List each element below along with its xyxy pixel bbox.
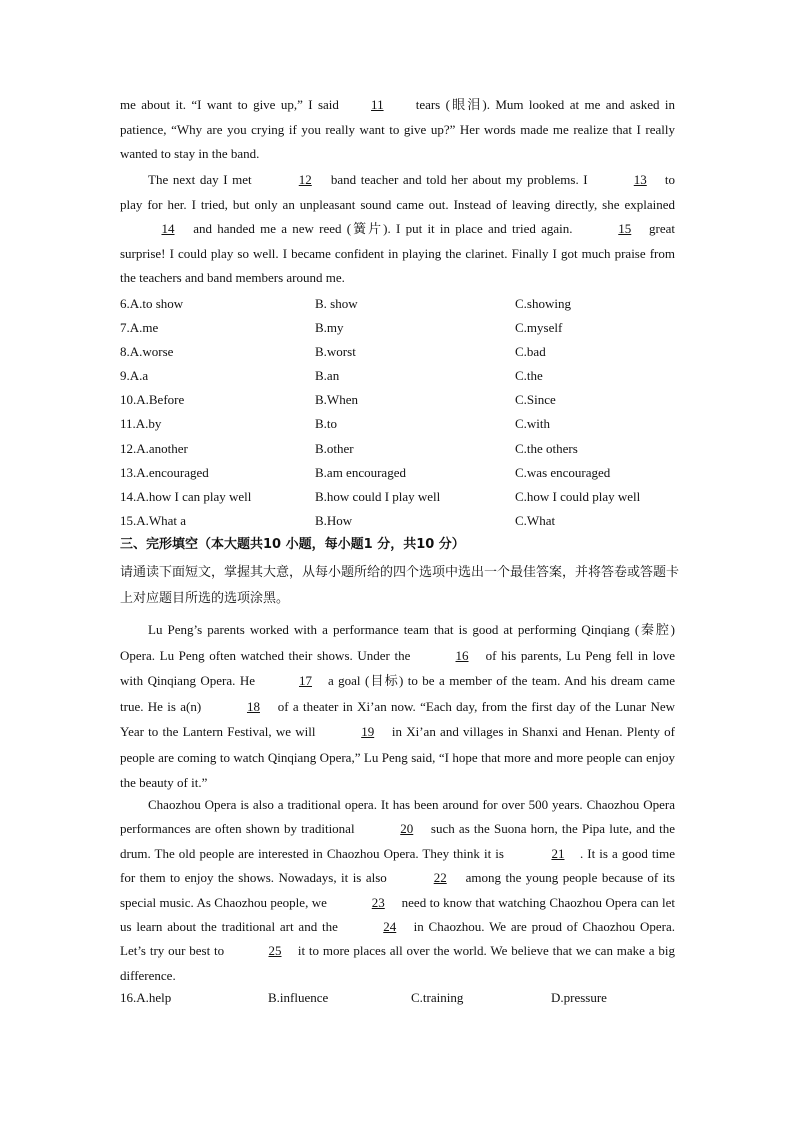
passage-text: . It is a good time for them to enjoy the shows. Nowadays, it is also bbox=[120, 845, 675, 886]
blank-17: 17 bbox=[298, 673, 312, 688]
option-c[interactable]: C.showing bbox=[515, 296, 571, 311]
options-16 bbox=[120, 986, 680, 1010]
option-a[interactable]: 11.A.by bbox=[120, 416, 162, 432]
option-b[interactable]: B. show bbox=[315, 296, 358, 311]
passage-paragraph-2 bbox=[120, 168, 675, 291]
blank-12: 12 bbox=[298, 172, 312, 187]
option-b[interactable]: B.am encouraged bbox=[315, 464, 406, 480]
passage-text: to play for her. I tried, but only an unpleasant sound came out. Instead of leaving directly, she explained bbox=[120, 172, 675, 212]
option-d[interactable]: D.pressure bbox=[551, 990, 607, 1005]
option-b[interactable]: B.my bbox=[315, 320, 344, 336]
option-c[interactable]: C.how I could play well bbox=[515, 488, 641, 504]
option-row bbox=[120, 388, 680, 412]
passage-text: great surprise! I could play so well. I became confident in playing the clarinet. Finally I got much praise from the teachers and band members around me. bbox=[120, 221, 676, 286]
passage-text: among the young people because of its special music. As Chaozhou people, we bbox=[120, 870, 675, 910]
option-c[interactable]: C.training bbox=[411, 990, 464, 1005]
passage-text: need to know that watching Chaozhou Opera can let us learn about the traditional art and the bbox=[120, 894, 675, 935]
option-c[interactable]: C.with bbox=[515, 416, 551, 432]
passage-text: me about it. “I want to give up,” I said bbox=[120, 97, 345, 112]
blank-11: 11 bbox=[371, 97, 384, 112]
blank-15: 15 bbox=[618, 221, 632, 237]
blank-25: 25 bbox=[268, 943, 282, 959]
option-c[interactable]: C.the bbox=[515, 368, 543, 384]
option-row bbox=[120, 364, 680, 388]
section-heading: 三、完形填空（本大题共10 小题，每小题1 分，共10 分） bbox=[120, 537, 465, 552]
passage-paragraph-1 bbox=[120, 93, 675, 167]
option-a[interactable]: 16.A.help bbox=[120, 990, 172, 1005]
option-row bbox=[120, 292, 680, 316]
options-6-15 bbox=[120, 292, 680, 533]
blank-22: 22 bbox=[433, 870, 447, 886]
passage-text: a goal (目标) to be a member of the team. And his dream came true. He is a(n) bbox=[120, 673, 675, 714]
option-c[interactable]: C.the others bbox=[515, 440, 578, 456]
option-row bbox=[120, 316, 680, 340]
option-b[interactable]: B.When bbox=[315, 392, 358, 408]
passage-text: and handed me a new reed (簧片). I put it in place and tried again. bbox=[188, 221, 578, 237]
option-row bbox=[120, 485, 680, 509]
blank-20: 20 bbox=[400, 821, 414, 837]
option-b[interactable]: B.other bbox=[315, 440, 354, 456]
option-a[interactable]: 12.A.another bbox=[120, 440, 188, 456]
option-c[interactable]: C.bad bbox=[515, 344, 546, 360]
passage-paragraph-4 bbox=[120, 793, 675, 988]
option-b[interactable]: B.influence bbox=[268, 990, 329, 1005]
option-a[interactable]: 6.A.to show bbox=[120, 296, 184, 311]
blank-21: 21 bbox=[551, 845, 565, 861]
blank-14: 14 bbox=[161, 221, 175, 237]
option-row bbox=[120, 437, 680, 461]
passage-text: band teacher and told her about my problems. I bbox=[326, 172, 593, 187]
option-c[interactable]: C.myself bbox=[515, 320, 563, 336]
passage-text: in Chaozhou. We are proud of Chaozhou Opera. Let’s try our best to bbox=[120, 919, 675, 959]
option-row bbox=[120, 509, 680, 533]
blank-18: 18 bbox=[246, 698, 260, 714]
option-b[interactable]: B.worst bbox=[315, 344, 356, 360]
passage-text: in Xi’an and villages in Shanxi and Henan. Plenty of people are coming to watch Qinqiang Opera,” Lu Peng said, “I hope that more and more people can enjoy the beauty of it.” bbox=[120, 724, 675, 790]
blank-24: 24 bbox=[383, 919, 397, 935]
option-a[interactable]: 10.A.Before bbox=[120, 392, 185, 408]
passage-text: The next day I met bbox=[148, 172, 257, 187]
passage-text: tears (眼泪). Mum looked at me and asked in patience, “Why are you crying if you really want to give up?” Her words made me realize that I really wanted to stay in the band. bbox=[120, 97, 676, 162]
passage-text: Lu Peng’s parents worked with a performance team that is good at performing Qinqiang (秦腔) Opera. Lu Peng often watched their shows. Under the bbox=[120, 622, 675, 663]
section-instruction: 请通读下面短文，掌握其大意，从每小题所给的四个选项中选出一个最佳答案，并将答卷或答题卡上对应题目所选的选项涂黑。 bbox=[120, 565, 680, 606]
option-b[interactable]: B.an bbox=[315, 368, 340, 384]
option-c[interactable]: C.Since bbox=[515, 392, 556, 408]
option-row bbox=[120, 412, 680, 436]
option-b[interactable]: B.How bbox=[315, 512, 353, 528]
passage-text: of his parents, Lu Peng fell in love with Qinqiang Opera. He bbox=[120, 647, 675, 688]
option-row bbox=[120, 461, 680, 485]
blank-23: 23 bbox=[371, 894, 385, 910]
option-a[interactable]: 15.A.What a bbox=[120, 512, 187, 528]
option-a[interactable]: 14.A.how I can play well bbox=[120, 488, 252, 504]
option-a[interactable]: 7.A.me bbox=[120, 320, 159, 336]
option-a[interactable]: 13.A.encouraged bbox=[120, 464, 209, 480]
option-row bbox=[120, 340, 680, 364]
passage-text: it to more places all over the world. We believe that we can make a big difference. bbox=[120, 943, 675, 983]
blank-13: 13 bbox=[633, 172, 647, 187]
passage-text: Chaozhou Opera is also a traditional opera. It has been around for over 500 years. Chaozhou Opera performances are often shown by traditional bbox=[120, 797, 675, 837]
passage-text: of a theater in Xi’an now. “Each day, from the first day of the Lunar New Year to the Lantern Festival, we will bbox=[120, 698, 675, 739]
option-b[interactable]: B.how could I play well bbox=[315, 488, 441, 504]
blank-19: 19 bbox=[361, 724, 375, 739]
passage-text: such as the Suona horn, the Pipa lute, and the drum. The old people are interested in Chaozhou Opera. They think it is bbox=[120, 821, 675, 861]
option-c[interactable]: C.What bbox=[515, 512, 556, 528]
blank-16: 16 bbox=[455, 647, 469, 663]
passage-paragraph-3 bbox=[120, 617, 675, 796]
option-a[interactable]: 9.A.a bbox=[120, 368, 149, 384]
option-a[interactable]: 8.A.worse bbox=[120, 344, 174, 360]
option-b[interactable]: B.to bbox=[315, 416, 338, 432]
option-c[interactable]: C.was encouraged bbox=[515, 464, 611, 480]
